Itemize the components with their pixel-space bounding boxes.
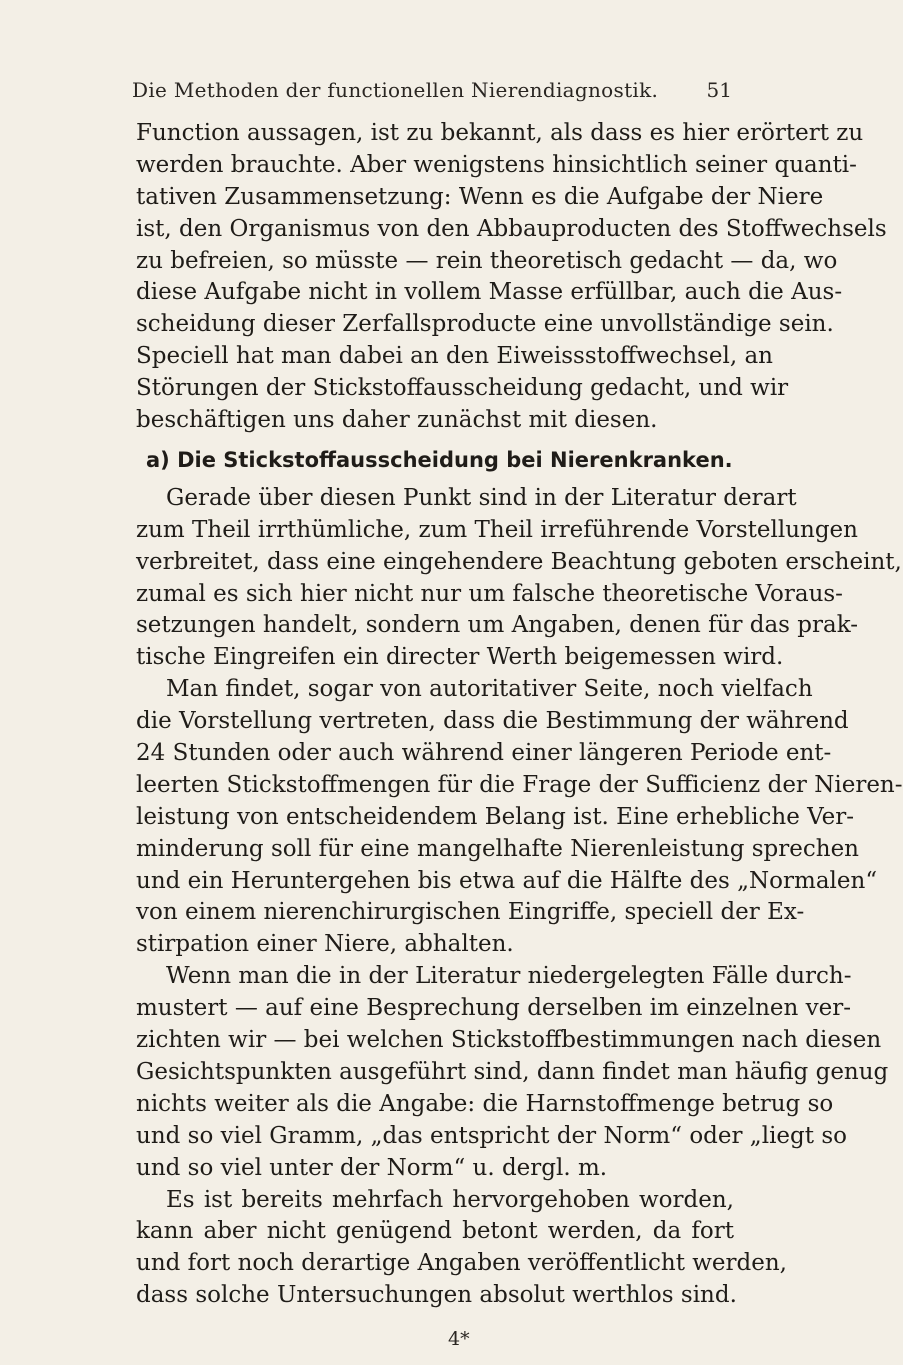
text-line: diese Aufgabe nicht in vollem Masse erfüllbar, auch die Aus- <box>136 279 843 306</box>
text-line: werden brauchte. Aber wenigstens hinsichtlich seiner quanti- <box>136 151 857 178</box>
text-line: Wenn man die in der Literatur niedergelegten Fälle durch- <box>166 963 852 990</box>
text-line: nichts weiter als die Angabe: die Harnstoffmenge betrug so <box>136 1090 834 1117</box>
text-line: stirpation einer Niere, abhalten. <box>136 931 514 958</box>
text-line: zumal es sich hier nicht nur um falsche theoretische Voraus- <box>136 580 843 607</box>
page-number: 51 <box>706 78 732 102</box>
text-line: verbreitet, dass eine eingehendere Beachtung geboten erscheint, <box>136 548 902 575</box>
text-line: Man findet, sogar von autoritativer Seite, noch vielfach <box>166 676 813 703</box>
text-line: Gesichtspunkten ausgeführt sind, dann findet man häufig genug <box>136 1058 889 1085</box>
text-line: Gerade über diesen Punkt sind in der Literatur derart <box>166 484 797 511</box>
text-line: leistung von entscheidendem Belang ist. Eine erhebliche Ver- <box>136 803 855 830</box>
text-line: und so viel Gramm, „das entspricht der Norm“ oder „liegt so <box>136 1122 847 1149</box>
signature-mark: 4* <box>448 1328 470 1350</box>
text-line: scheidung dieser Zerfallsproducte eine unvollständige sein. <box>136 311 834 338</box>
text-line: setzungen handelt, sondern um Angaben, denen für das prak- <box>136 612 859 639</box>
text-line: Störungen der Stickstoffausscheidung gedacht, und wir <box>136 375 789 402</box>
text-line: und fort noch derartige Angaben veröffentlicht werden, <box>136 1250 787 1277</box>
text-line: und ein Heruntergehen bis etwa auf die Hälfte des „Normalen“ <box>136 867 878 894</box>
text-line: Speciell hat man dabei an den Eiweissstoffwechsel, an <box>136 343 773 370</box>
text-line: von einem nierenchirurgischen Eingriffe, speciell der Ex- <box>136 899 805 926</box>
text-line: ist, den Organismus von den Abbauproducten des Stoffwechsels <box>136 215 887 242</box>
text-line: tativen Zusammensetzung: Wenn es die Aufgabe der Niere <box>136 183 824 210</box>
text-line: kann aber nicht genügend betont werden, da fort <box>136 1218 734 1245</box>
text-line: zichten wir — bei welchen Stickstoffbestimmungen nach diesen <box>136 1027 882 1054</box>
paragraph-block-main <box>136 483 903 1312</box>
text-line: dass solche Untersuchungen absolut werthlos sind. <box>136 1282 737 1309</box>
text-line: zu befreien, so müsste — rein theoretisch gedacht — da, wo <box>136 247 838 274</box>
running-header <box>132 78 732 108</box>
text-line: mustert — auf eine Besprechung derselben im einzelnen ver- <box>136 995 852 1022</box>
text-line: die Vorstellung vertreten, dass die Bestimmung der während <box>136 708 849 735</box>
text-line: minderung soll für eine mangelhafte Nierenleistung sprechen <box>136 835 859 862</box>
text-line: Es ist bereits mehrfach hervorgehoben worden, <box>166 1186 734 1213</box>
text-line: tische Eingreifen ein directer Werth beigemessen wird. <box>136 644 784 671</box>
page-body <box>136 118 903 1312</box>
section-heading: a) Die Stickstoffausscheidung bei Nierenkranken. <box>146 447 733 472</box>
text-line: zum Theil irrthümliche, zum Theil irreführende Vorstellungen <box>136 516 858 543</box>
text-line: leerten Stickstoffmengen für die Frage der Sufficienz der Nieren- <box>136 771 903 798</box>
text-line: und so viel unter der Norm“ u. dergl. m. <box>136 1154 608 1181</box>
text-line: beschäftigen uns daher zunächst mit diesen. <box>136 407 658 434</box>
paragraph-block-intro <box>136 118 887 437</box>
running-title: Die Methoden der functionellen Nierendiagnostik. <box>132 78 659 102</box>
text-line: 24 Stunden oder auch während einer längeren Periode ent- <box>136 740 832 767</box>
text-line: Function aussagen, ist zu bekannt, als dass es hier erörtert zu <box>136 120 864 146</box>
